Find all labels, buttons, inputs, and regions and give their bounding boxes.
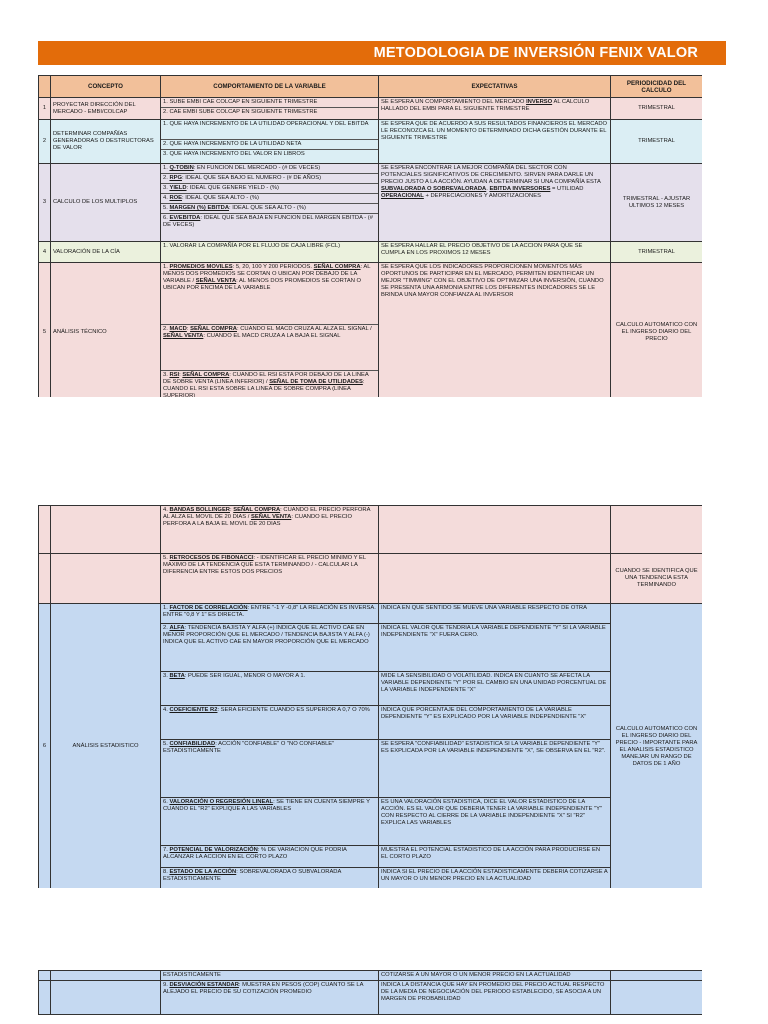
methodology-table-continued <box>38 505 702 888</box>
row-periodicidad <box>611 981 703 1015</box>
comp-item: 2. CAE EMBI SUBE COLCAP EN SIGUIENTE TRIMESTRE <box>163 109 318 115</box>
row-comportamiento <box>161 120 379 164</box>
row-expectativas: ES UNA VALORACIÓN ESTADISTICA, DICE EL VALOR ESTADISTICO DE LA ACCIÓN. ES EL VALOR QUE DEBERIA TENER LA VARIABLE INDEPENDIENTE "Y" CON RESPECTO AL CIERRE DE LA VARIABLE INDEPENDIENTE "X" SI "R2" EXPLICA LAS VARIABLES <box>379 798 611 846</box>
row-number: 2 <box>39 120 51 164</box>
row-number <box>39 554 51 604</box>
comp-item: 2. RPG: IDEAL QUE SEA BAJO EL NUMERO - (# DE AÑOS) <box>161 174 378 184</box>
row-periodicidad <box>611 971 703 981</box>
row-concepto <box>51 971 161 981</box>
table-section-1 <box>38 75 702 397</box>
row-number <box>39 506 51 554</box>
row-expectativas: INDICA EN QUE SENTIDO SE MUEVE UNA VARIABLE RESPECTO DE OTRA <box>379 604 611 624</box>
table-row <box>39 242 703 263</box>
row-comportamiento <box>161 263 379 398</box>
row-expectativas <box>379 506 611 554</box>
table-row <box>39 120 703 164</box>
row-concepto: ANÁLISIS TÉCNICO <box>51 263 161 398</box>
row-periodicidad: CUANDO SE IDENTIFICA QUE UNA TENDENCIA ESTA TERMINANDO <box>611 554 703 604</box>
comp-item: 1. QUE HAYA INCREMENTO DE LA UTILIDAD OPERACIONAL Y DEL EBITDA <box>161 120 378 140</box>
table-row <box>39 164 703 242</box>
row-periodicidad: CALCULO AUTOMATICO CON EL INGRESO DIARIO DEL PRECIO <box>611 263 703 398</box>
row-concepto <box>51 506 161 554</box>
row-expectativas: INDICA EL VALOR QUE TENDRIA LA VARIABLE DEPENDIENTE "Y" SI LA VARIABLE INDEPENDIENTE "X" FUERA CERO. <box>379 624 611 672</box>
row-periodicidad: CALCULO AUTOMATICO CON EL INGRESO DIARIO DEL PRECIO - IMPORTANTE PARA EL ANALISIS ESTADISTICO MANEJAR UN RANGO DE DATOS DE 1 AÑO <box>611 604 703 889</box>
row-number: 1 <box>39 98 51 120</box>
row-number <box>39 971 51 981</box>
row-periodicidad <box>611 506 703 554</box>
row-comportamiento: 6. VALORACIÓN O REGRESIÓN LINEAL: SE TIENE EN CUENTA SIEMPRE Y CUANDO EL "R2" EXPLIQUE A LAS VARIABLES <box>161 798 379 846</box>
row-comportamiento: 7. POTENCIAL DE VALORIZACIÓN: % DE VARIACION QUE PODRIA ALCANZAR LA ACCION EN EL CORTO PLAZO <box>161 846 379 868</box>
row-comportamiento: 4. BANDAS BOLLINGER: SEÑAL COMPRA: CUANDO EL PRECIO PERFORA AL ALZA EL MOVIL DE 20 DIAS / SEÑAL VENTA: CUANDO EL PRECIO PERFORA A LA BAJA EL MOVIL DE 20 DIAS <box>161 506 379 554</box>
header-periodicidad: PERIODICIDAD DEL CALCULO <box>611 76 703 98</box>
table-row <box>39 98 703 120</box>
row-expectativas: INDICA SI EL PRECIO DE LA ACCIÓN ESTADISTICAMENTE DEBERIA COTIZARSE A UN MAYOR O UN MENOR PRECIO EN LA ACTUALIDAD <box>379 868 611 889</box>
row-expectativas: SE ESPERA ENCONTRAR LA MEJOR COMPAÑÍA DEL SECTOR CON POTENCIALES SIGNIFICATIVOS DE CRECIMIENTO. SIRVEN PARA DARLE UN PRECIO JUSTO A LA ACCIÓN. AYUDAN A DETERMINAR SI UNA COMPAÑÍA ESTA SUBVALORADA O SOBREVALORADA. EBITDA INVERSORES = UTILIDAD OPERACIONAL + DEPRECIACIONES Y AMORTIZACIONES <box>379 164 611 242</box>
row-comportamiento: 1. FACTOR DE CORRELACIÓN: ENTRE "-1 Y -0,8" LA RELACIÓN ES INVERSA. ENTRE "0,8 Y 1" ES DIRECTA. <box>161 604 379 624</box>
table-row <box>39 971 703 981</box>
row-comportamiento <box>161 164 379 242</box>
row-expectativas: SE ESPERA HALLAR EL PRECIO OBJETIVO DE LA ACCION PARA QUE SE CUMPLA EN LOS PROXIMOS 12 MESES <box>379 242 611 263</box>
comp-item: 2. QUE HAYA INCREMENTO DE LA UTILIDAD NETA <box>161 140 378 150</box>
comp-item: 3. YIELD: IDEAL QUE GENERE YIELD - (%) <box>161 184 378 194</box>
table-section-2 <box>38 505 702 888</box>
row-periodicidad: TRIMESTRAL <box>611 120 703 164</box>
comp-item: 6. EV/EBITDA: IDEAL QUE SEA BAJA EN FUNCION DEL MARGEN EBITDA - (# DE VECES) <box>163 215 373 228</box>
row-expectativas: INDICA LA DISTANCIA QUE HAY EN PROMEDIO DEL PRECIO ACTUAL RESPECTO DE LA MEDIA DE NEGOCIACIÓN DEL PERIODO ESTABLECIDO, SE ASOCIA A UN MARGEN DE PROBABILIDAD <box>379 981 611 1015</box>
row-comportamiento: 5. CONFIABILIDAD: ACCIÓN "CONFIABLE" O "NO CONFIABLE" ESTADISTICAMENTE <box>161 740 379 798</box>
row-expectativas: MUESTRA EL POTENCIAL ESTADISTICO DE LA ACCIÓN PARA PRODUCIRSE EN EL CORTO PLAZO <box>379 846 611 868</box>
header-comportamiento: COMPORTAMIENTO DE LA VARIABLE <box>161 76 379 98</box>
comp-item: 5. MARGEN (%) EBITDA: IDEAL QUE SEA ALTO - (%) <box>161 204 378 214</box>
row-concepto: PROYECTAR DIRECCIÓN DEL MERCADO - EMBI/COLCAP <box>51 98 161 120</box>
table-section-3 <box>38 970 702 1024</box>
comp-item: 4. ROE: IDEAL QUE SEA ALTO - (%) <box>161 194 378 204</box>
page-title: METODOLOGIA DE INVERSIÓN FENIX VALOR <box>38 41 726 65</box>
row-periodicidad: TRIMESTRAL <box>611 98 703 120</box>
table-row <box>39 263 703 398</box>
row-concepto <box>51 554 161 604</box>
header-concepto: CONCEPTO <box>51 76 161 98</box>
row-number <box>39 981 51 1015</box>
row-comportamiento: 9. DESVIACIÓN ESTANDAR: MUESTRA EN PESOS (COP) CUANTO SE LA ALEJADO EL PRECIO DE SU COTIZACIÓN PROMEDIO <box>161 981 379 1015</box>
row-comportamiento: ESTADISTICAMENTE <box>161 971 379 981</box>
row-comportamiento: 4. COEFICIENTE R2: SERA EFICIENTE CUANDO ES SUPERIOR A 0,7 O 70% <box>161 706 379 740</box>
table-row <box>39 506 703 554</box>
row-expectativas: SE ESPERA QUE LOS INDICADORES PROPORCIONEN MOMENTOS MÁS OPORTUNOS DE PARTICIPAR EN EL MERCADO, PERMITEN IDENTIFICAR UN MEJOR "TIMMING" CON EL OBJETIVO DE OPTIMIZAR UNA INVERSIÓN, CUANDO SE PRESENTA UNA ARMONIA ENTRE LOS DIFERENTES INDICADORES SE LE BRINDA UNA MAYOR CONFIANZA AL INVERSOR <box>379 263 611 398</box>
table-row <box>39 981 703 1015</box>
row-concepto: ANÁLISIS ESTADISTICO <box>51 604 161 889</box>
row-concepto: VALORACIÓN DE LA CÍA <box>51 242 161 263</box>
row-comportamiento: 3. BETA: PUEDE SER IGUAL, MENOR O MAYOR A 1. <box>161 672 379 706</box>
row-expectativas: SE ESPERA UN COMPORTAMIENTO DEL MERCADO INVERSO AL CALCULO HALLADO DEL EMBI PARA EL SIGUIENTE TRIMESTRE <box>379 98 611 120</box>
table-row <box>39 554 703 604</box>
methodology-table-continued-2 <box>38 970 702 1015</box>
header-row <box>39 76 703 98</box>
row-expectativas: COTIZARSE A UN MAYOR O UN MENOR PRECIO EN LA ACTUALIDAD <box>379 971 611 981</box>
comp-item: 1. Q-TOBIN: EN FUNCION DEL MERCADO - (# DE VECES) <box>161 164 378 174</box>
comp-item: 3. RSI: SEÑAL COMPRA: CUANDO EL RSI ESTA POR DEBAJO DE LA LINEA DE SOBRE VENTA (LINEA INFERIOR) / SEÑAL DE TOMA DE UTILIDADES: CUANDO EL RSI ESTA SOBRE LA LINEA DE SOBRE COMPRA (LINEA SUPERIOR) <box>163 372 369 397</box>
row-periodicidad: TRIMESTRAL - AJUSTAR ULTIMOS 12 MESES <box>611 164 703 242</box>
comp-item: 1. PROMEDIOS MOVILES: 5, 20, 100 Y 200 PERIODOS. SEÑAL COMPRA: AL MENOS DOS PROMEDIOS SE CORTAN O UBICAN POR DEBAJO DE LA VARIABLE / SEÑAL VENTA: AL MENOS DOS PROMEDIOS SE CORTAN O UBICAN POR ENCIMA DE LA VARIABLE <box>161 263 378 325</box>
comp-item: 1. SUBE EMBI CAE COLCAP EN SIGUIENTE TRIMESTRE <box>161 98 378 108</box>
row-concepto <box>51 981 161 1015</box>
row-number: 4 <box>39 242 51 263</box>
row-periodicidad: TRIMESTRAL <box>611 242 703 263</box>
row-comportamiento: 2. ALFA: TENDENCIA BAJISTA Y ALFA (+) INDICA QUE EL ACTIVO CAE EN MENOR PROPORCIÓN QUE EL MERCADO / TENDENCIA BAJISTA Y ALFA (-) INDICA QUE EL ACTIVO CAE EN MAYOR PROPORCIÓN QUE EL MERCADO <box>161 624 379 672</box>
row-concepto: DETERMINAR COMPAÑÍAS GENERADORAS O DESTRUCTORAS DE VALOR <box>51 120 161 164</box>
row-number: 3 <box>39 164 51 242</box>
row-expectativas: SE ESPERA "CONFIABILIDAD" ESTADISTICA SI LA VARIABLE DEPENDIENTE "Y" ES EXPLICADA POR LA VARIABLE INDEPENDIENTE "X", SE OBSERVA EN EL "R2". <box>379 740 611 798</box>
header-expectativas: EXPECTATIVAS <box>379 76 611 98</box>
row-expectativas <box>379 554 611 604</box>
row-comportamiento: 8. ESTADO DE LA ACCIÓN: SOBREVALORADA O SUBVALORADA ESTADISTICAMENTE <box>161 868 379 889</box>
row-comportamiento: 1. VALORAR LA COMPAÑÍA POR EL FLUJO DE CAJA LIBRE (FCL) <box>161 242 379 263</box>
header-num <box>39 76 51 98</box>
table-row <box>39 604 703 624</box>
row-number: 6 <box>39 604 51 889</box>
row-comportamiento: 5. RETROCESOS DE FIBONACCI: - IDENTIFICAR EL PRECIO MINIMO Y EL MAXIMO DE LA TENDENCIA QUE ESTA TERMINANDO / - CALCULAR LA DIFERENCIA ENTRE ESTOS DOS PRECIOS <box>161 554 379 604</box>
methodology-table <box>38 75 702 397</box>
row-expectativas: SE ESPERA QUE DE ACUERDO A SUS RESULTADOS FINANCIEROS EL MERCADO LE RECONOZCA EL UN MOMENTO DETERMINADO DICHA GESTIÓN DURANTE EL SIGUIENTE TRIMESTRE <box>379 120 611 164</box>
row-comportamiento <box>161 98 379 120</box>
comp-item: 2. MACD: SEÑAL COMPRA: CUANDO EL MACD CRUZA AL ALZA EL SIGNAL / SEÑAL VENTA: CUANDO EL MACD CRUZA A LA BAJA EL SIGNAL <box>161 325 378 371</box>
row-expectativas: MIDE LA SENSIBILIDAD O VOLATILIDAD. INDICA EN CUANTO SE AFECTA LA VARIABLE DEPENDIENTE "Y" POR EL CAMBIO EN UNA UNIDAD PORCENTUAL DE LA VARIABLE INDEPENDIENTE "X" <box>379 672 611 706</box>
row-concepto: CALCULO DE LOS MULTIPLOS <box>51 164 161 242</box>
comp-item: 3. QUE HAYA INCREMENTO DEL VALOR EN LIBROS <box>163 151 305 157</box>
row-expectativas: INDICA QUE PORCENTAJE DEL COMPORTAMIENTO DE LA VARIABLE DEPENDIENTE "Y" ES EXPLICADO POR LA VARIABLE INDEPENDIENTE "X" <box>379 706 611 740</box>
row-number: 5 <box>39 263 51 398</box>
